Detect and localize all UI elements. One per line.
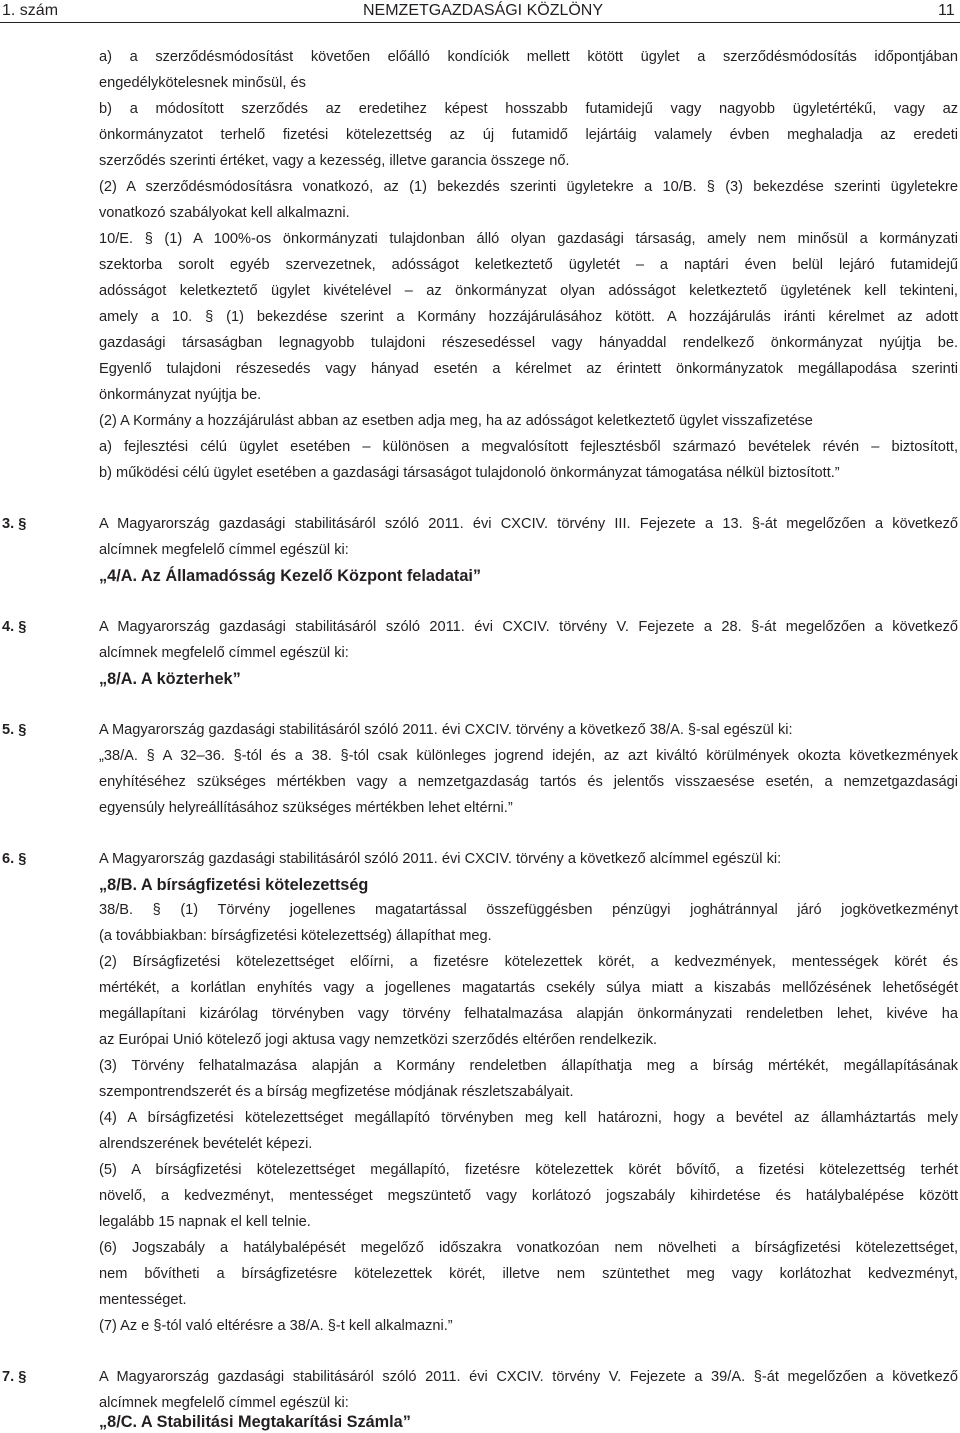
subtitle-heading: „4/A. Az Államadósság Kezelő Központ feladatai” xyxy=(99,567,482,585)
paragraph-line: alcímnek megfelelő címmel egészül ki: xyxy=(99,1395,349,1411)
section-number: 5. § xyxy=(2,722,27,738)
paragraph-line: engedélykötelesnek minősül, és xyxy=(99,75,306,91)
section-number: 3. § xyxy=(2,516,27,532)
paragraph-line: Egyenlő tulajdoni részesedés vagy hányad esetén a kérelmet az érintett önkormányzatok megállapodása szerinti xyxy=(99,361,958,377)
paragraph-line: szempontrendszerét és a bírság megfizetése módjának részletszabályait. xyxy=(99,1084,574,1100)
paragraph-line: 10/E. § (1) A 100%-os önkormányzati tulajdonban álló olyan gazdasági társaság, amely nem minősül a kormányzati xyxy=(99,231,958,247)
paragraph-line: (3) Törvény felhatalmazása alapján a Kormány rendeletben állapíthatja meg a bírság mértékét, megállapításának xyxy=(99,1058,958,1074)
paragraph-line: A Magyarország gazdasági stabilitásáról szóló 2011. évi CXCIV. törvény V. Fejezete a 28. §-át megelőzően a következő xyxy=(99,619,958,635)
paragraph-line: az Európai Unió kötelező jogi aktusa vagy nemzetközi szerződés eltérően rendelkezik. xyxy=(99,1032,658,1048)
paragraph-line: enyhítéséhez szükséges mértékben vagy a nemzetgazdaság tartós és jelentős visszaesése esetén, a nemzetgazdasági xyxy=(99,774,958,790)
subtitle-heading: „8/B. A bírságfizetési kötelezettség xyxy=(99,876,369,894)
paragraph-line: a) a szerződésmódosítást követően előálló kondíciók mellett kötött ügylet a szerződésmódosítás időpontjában xyxy=(99,49,958,65)
subtitle-heading: „8/C. A Stabilitási Megtakarítási Számla” xyxy=(99,1413,411,1431)
page-header xyxy=(0,0,960,23)
paragraph-line: A Magyarország gazdasági stabilitásáról szóló 2011. évi CXCIV. törvény a következő 38/A. §-sal egészül ki: xyxy=(99,722,793,738)
issue-number: 1. szám xyxy=(2,2,59,19)
paragraph-line: mértékét, a korlátlan enyhítés vagy a jogellenes magatartás csekély súlya miatt a kiszabás mellőzésének lehetőségét xyxy=(99,980,958,996)
paragraph-line: szektorba sorolt egyéb szervezetnek, adósságot keletkeztető ügyletét – a naptári éven belül lejáró futamidejű xyxy=(99,257,958,273)
paragraph-line: A Magyarország gazdasági stabilitásáról szóló 2011. évi CXCIV. törvény a következő alcímmel egészül ki: xyxy=(99,851,782,867)
section-number: 7. § xyxy=(2,1369,27,1385)
paragraph-line: A Magyarország gazdasági stabilitásáról szóló 2011. évi CXCIV. törvény III. Fejezete a 13. §-át megelőzően a következő xyxy=(99,516,958,532)
paragraph-line: (7) Az e §-tól való eltérésre a 38/A. §-t kell alkalmazni.” xyxy=(99,1318,453,1334)
paragraph-line: „38/A. § A 32–36. §-tól és a 38. §-tól csak különleges jogrend idején, az azt kiváltó körülmények okozta következmények xyxy=(99,748,958,764)
subtitle-heading: „8/A. A közterhek” xyxy=(99,670,241,688)
paragraph-line: b) működési célú ügylet esetében a gazdasági társaságot tulajdonoló önkormányzat támogatása nélkül biztosított.” xyxy=(99,465,840,481)
paragraph-line: (4) A bírságfizetési kötelezettséget megállapító törvényben meg kell határozni, hogy a bevétel az államháztartás mely xyxy=(99,1110,958,1126)
paragraph-line: (5) A bírságfizetési kötelezettséget megállapító, fizetésre kötelezettek körét bővítő, a fizetési kötelezettség terhét xyxy=(99,1162,958,1178)
paragraph-line: gazdasági társaságban legnagyobb tulajdoni részesedéssel vagy hányaddal rendelkező önkormányzat nyújtja be. xyxy=(99,335,958,351)
page-number: 11 xyxy=(938,2,955,19)
paragraph-line: (2) Bírságfizetési kötelezettséget előírni, a fizetésre kötelezettek körét, a kedvezmények, mentességek körét és xyxy=(99,954,958,970)
paragraph-line: növelő, a kedvezményt, mentességet megszüntető vagy korlátozó jogszabály kihirdetése és hatálybalépése között xyxy=(99,1188,958,1204)
paragraph-line: (6) Jogszabály a hatálybalépését megelőző időszakra vonatkozóan nem növelheti a bírságfizetési kötelezettséget, xyxy=(99,1240,958,1256)
paragraph-line: önkormányzat nyújtja be. xyxy=(99,387,262,403)
section-number: 4. § xyxy=(2,619,27,635)
paragraph-line: önkormányzatot terhelő fizetési kötelezettség az új futamidő lejártáig valamely évben meghaladja az eredeti xyxy=(99,127,958,143)
paragraph-line: alrendszerének bevételét képezi. xyxy=(99,1136,313,1152)
paragraph-line: szerződés szerinti értéket, vagy a kezesség, illetve garancia összege nő. xyxy=(99,153,570,169)
paragraph-line: egyensúly helyreállításához szükséges mértékben lehet eltérni.” xyxy=(99,800,513,816)
paragraph-line: mentességet. xyxy=(99,1292,187,1308)
paragraph-line: a) fejlesztési célú ügylet esetében – különösen a megvalósított fejlesztésből származó bevételek révén – biztosított, xyxy=(99,439,958,455)
paragraph-line: legalább 15 napnak el kell telnie. xyxy=(99,1214,311,1230)
paragraph-line: adósságot keletkeztető ügylet kivételével – az önkormányzat olyan adósságot keletkeztető ügyletének kell tekinteni, xyxy=(99,283,958,299)
publication-title: NEMZETGAZDASÁGI KÖZLÖNY xyxy=(363,2,604,19)
section-number: 6. § xyxy=(2,851,27,867)
paragraph-line: (2) A szerződésmódosításra vonatkozó, az (1) bekezdés szerinti ügyletekre a 10/B. § (3) bekezdése szerinti ügyletekre xyxy=(99,179,958,195)
paragraph-line: A Magyarország gazdasági stabilitásáról szóló 2011. évi CXCIV. törvény V. Fejezete a 39/A. §-át megelőzően a következő xyxy=(99,1369,958,1385)
paragraph-line: (2) A Kormány a hozzájárulást abban az esetben adja meg, ha az adósságot keletkeztető ügylet visszafizetése xyxy=(99,413,813,429)
paragraph-line: alcímnek megfelelő címmel egészül ki: xyxy=(99,645,349,661)
paragraph-line: amely a 10. § (1) bekezdése szerint a Kormány hozzájárulásához kötött. A hozzájárulás iránti kérelmet az adott xyxy=(99,309,958,325)
paragraph-line: vonatkozó szabályokat kell alkalmazni. xyxy=(99,205,350,221)
paragraph-line: megállapítani kizárólag törvényben vagy törvény felhatalmazása alapján önkormányzati rendeletben lehet, kivéve ha xyxy=(99,1006,958,1022)
paragraph-line: alcímnek megfelelő címmel egészül ki: xyxy=(99,542,349,558)
paragraph-line: (a továbbiakban: bírságfizetési kötelezettség) állapíthat meg. xyxy=(99,928,492,944)
paragraph-line: b) a módosított szerződés az eredetihez képest hosszabb futamidejű vagy nagyobb ügyletértékű, vagy az xyxy=(99,101,958,117)
paragraph-line: 38/B. § (1) Törvény jogellenes magatartással összefüggésben pénzügyi joghátránnyal járó jogkövetkezményt xyxy=(99,902,958,918)
paragraph-line: nem bővítheti a bírságfizetésre kötelezettek körét, illetve nem szüntethet meg vagy korlátozhat kedvezményt, xyxy=(99,1266,958,1282)
